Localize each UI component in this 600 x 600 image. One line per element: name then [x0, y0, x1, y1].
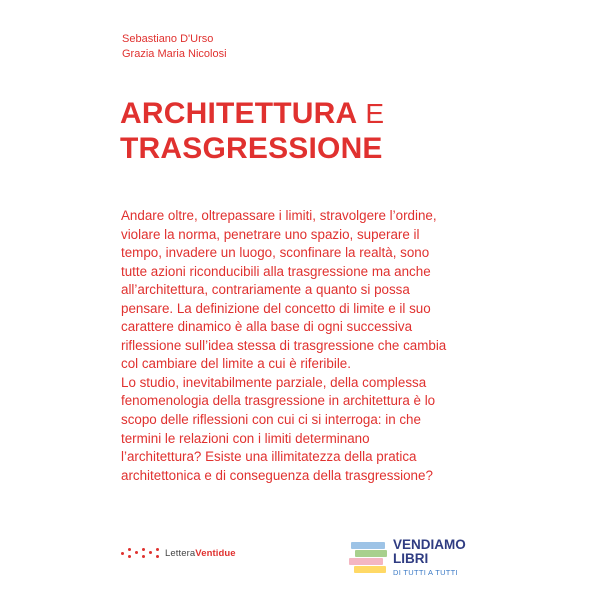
blurb	[121, 207, 451, 485]
vendiamo-libri-badge	[349, 538, 499, 578]
author-name: Sebastiano D'Urso	[122, 33, 214, 45]
dot-grid-logo-icon	[121, 546, 161, 560]
badge-title: VENDIAMO	[393, 537, 466, 552]
publisher-name-part: Lettera	[165, 547, 196, 559]
title-main-word: ARCHITETTURA	[120, 97, 358, 130]
title-line-2: TRASGRESSIONE	[120, 132, 383, 165]
badge-tagline: DI TUTTI A TUTTI	[393, 568, 458, 577]
publisher-name	[165, 548, 236, 559]
title-conjunction: E	[365, 98, 385, 129]
blurb-paragraph: Andare oltre, oltrepassare i limiti, stravolgere l’ordine, violare la norma, penetrare uno spazio, superare il tempo, invadere un luogo, sconfinare la realtà, sono tutte azioni riconducibili alla trasgressione ma anche all’architettura, contrariamente a quanto si possa pensare. La definizione del concetto di limite e il suo carattere dinamico è alla base di ogni successiva riflessione sull’idea stessa di trasgressione che cambia col cambiare del limite a cui è riferibile.	[121, 208, 447, 372]
blurb-paragraph: Lo studio, inevitabilmente parziale, della complessa fenomenologia della trasgressione in architettura è lo scopo delle riflessioni con cui ci si interroga: in che termini le relazioni con i limiti determinano l’architettura? Esiste una illimitatezza della pratica architettonica e di conseguenza della trasgressione?	[121, 374, 436, 483]
publisher-logo	[121, 546, 236, 560]
badge-text	[393, 538, 466, 577]
badge-title: LIBRI	[393, 551, 429, 566]
title-line-1	[120, 96, 384, 131]
author-name: Grazia Maria Nicolosi	[122, 48, 227, 60]
book-title	[120, 96, 384, 166]
authors	[122, 32, 227, 62]
publisher-name-part: Ventidue	[195, 547, 236, 559]
